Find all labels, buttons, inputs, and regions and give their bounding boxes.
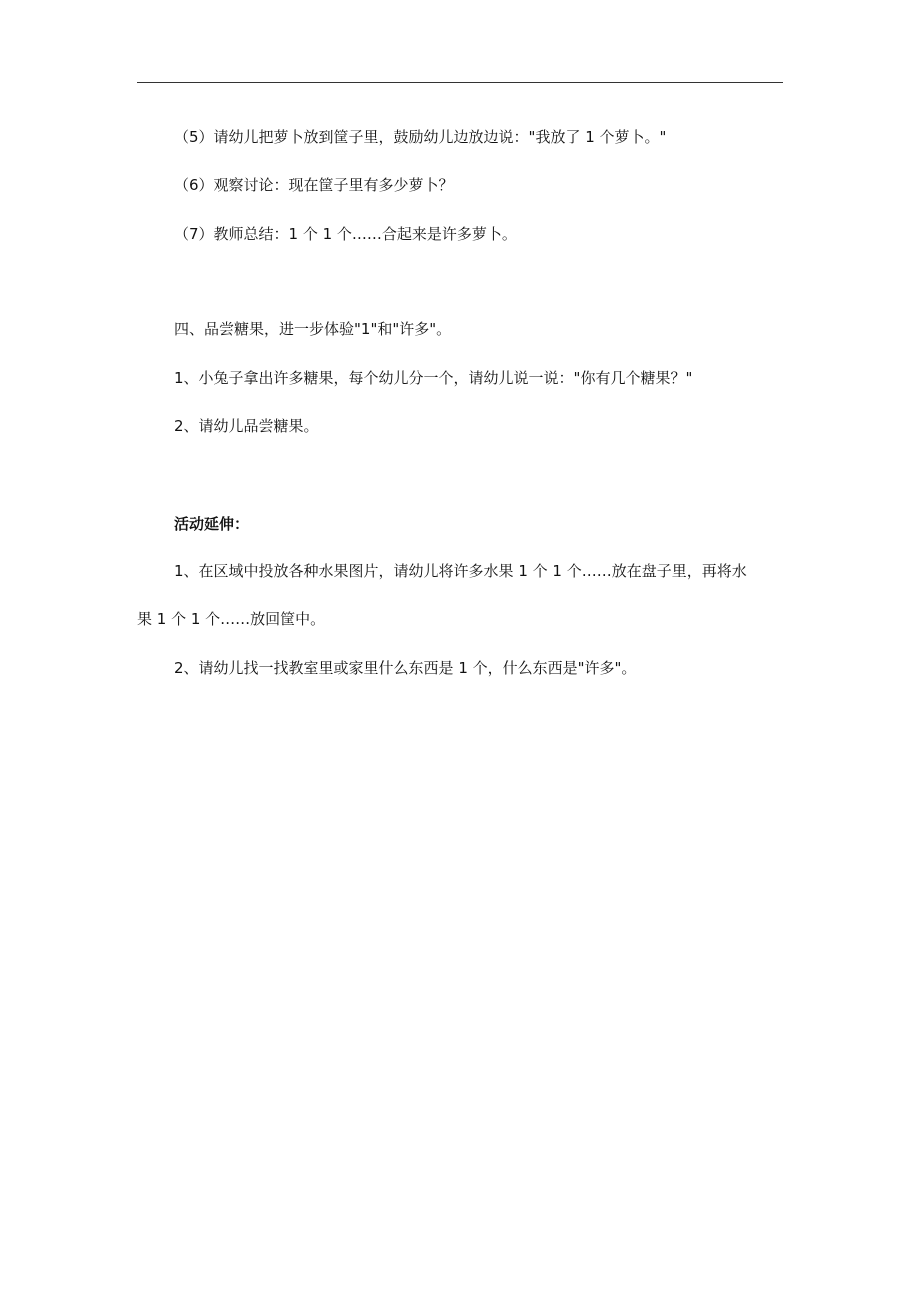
step-6: （6）观察讨论：现在筐子里有多少萝卜？ xyxy=(174,176,454,194)
section-4-item-1: 1、小兔子拿出许多糖果，每个幼儿分一个，请幼儿说一说："你有几个糖果？" xyxy=(174,369,693,387)
step-7: （7）教师总结：1 个 1 个……合起来是许多萝卜。 xyxy=(174,225,517,243)
extension-item-1-line-1: 1、在区域中投放各种水果图片，请幼儿将许多水果 1 个 1 个……放在盘子里，再将水 xyxy=(174,562,747,580)
section-4-item-2: 2、请幼儿品尝糖果。 xyxy=(174,417,319,435)
section-4-title: 四、品尝糖果，进一步体验"1"和"许多"。 xyxy=(174,320,452,338)
header-rule xyxy=(137,82,783,83)
extension-title: 活动延伸： xyxy=(174,515,250,533)
step-5: （5）请幼儿把萝卜放到筐子里，鼓励幼儿边放边说："我放了 1 个萝卜。" xyxy=(174,128,667,146)
extension-item-1-line-2: 果 1 个 1 个……放回筐中。 xyxy=(137,610,326,628)
extension-item-2: 2、请幼儿找一找教室里或家里什么东西是 1 个，什么东西是"许多"。 xyxy=(174,659,637,677)
